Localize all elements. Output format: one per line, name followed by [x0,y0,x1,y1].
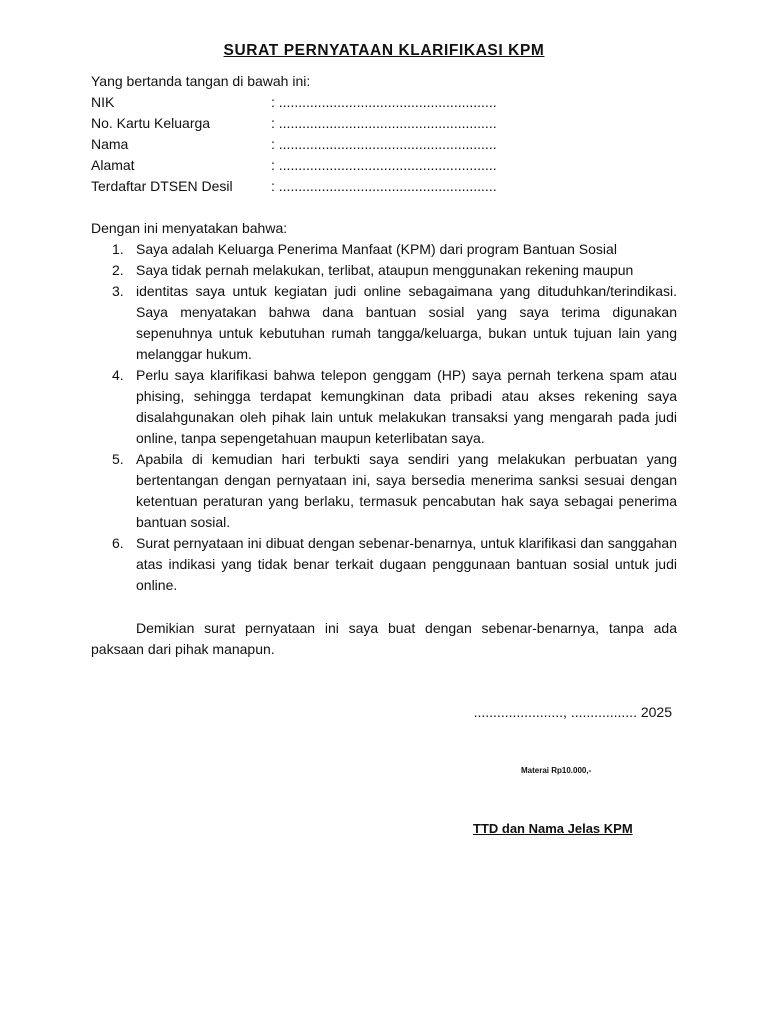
field-label: Nama [91,136,129,152]
item-text: Saya adalah Keluarga Penerima Manfaat (KPM) dari program Bantuan Sosial [136,241,617,257]
item-number: 6. [112,535,124,551]
field-kartu-keluarga [91,113,691,134]
signature-label: TTD dan Nama Jelas KPM [473,821,633,836]
item-number: 2. [112,262,124,278]
intro-text: Yang bertanda tangan di bawah ini: [91,73,311,89]
materai-label: Materai Rp10.000,- [521,766,592,775]
field-dtsen-desil [91,176,691,197]
opening-text: Dengan ini menyatakan bahwa: [91,220,288,236]
list-item [91,449,677,533]
list-item [91,281,677,365]
item-number: 4. [112,367,124,383]
item-text: Surat pernyataan ini dibuat dengan sebenar-benarnya, untuk klarifikasi dan sanggahan atas indikasi yang tidak benar terkait dugaan penggunaan bantuan sosial untuk judi online. [136,535,677,593]
list-item [91,533,677,596]
list-item [91,260,677,281]
field-value: : ........................................................ [271,157,497,173]
closing-paragraph: Demikian surat pernyataan ini saya buat dengan sebenar-benarnya, tanpa ada paksaan dari pihak manapun. [91,620,677,657]
field-value: : ........................................................ [271,94,497,110]
field-value: : ........................................................ [271,178,497,194]
document-title: SURAT PERNYATAAN KLARIFIKASI KPM [223,42,545,59]
item-text: Perlu saya klarifikasi bahwa telepon genggam (HP) saya pernah terkena spam atau phising, sehingga terdapat kemungkinan data pribadi atau akses rekening saya disalahgunakan oleh pihak lain untuk melakukan transaksi yang mengarah pada judi online, tanpa sepengetahuan maupun keterlibatan saya. [136,367,677,446]
field-label: Terdaftar DTSEN Desil [91,178,233,194]
field-label: Alamat [91,157,135,173]
item-number: 1. [112,241,124,257]
date-place-line: ......................., ................. 2025 [473,704,672,720]
field-nik [91,92,691,113]
statement-list [91,239,677,596]
field-nama [91,134,691,155]
list-item [91,239,677,260]
item-number: 5. [112,451,124,467]
list-item [91,365,677,449]
field-label: No. Kartu Keluarga [91,115,211,131]
identity-fields [91,92,691,197]
item-text: Apabila di kemudian hari terbukti saya sendiri yang melakukan perbuatan yang bertentangan dengan pernyataan ini, saya bersedia menerima sanksi sesuai dengan ketentuan peraturan yang berlaku, termasuk pencabutan hak saya sebagai penerima bantuan sosial. [136,451,677,530]
item-text: identitas saya untuk kegiatan judi online sebagaimana yang dituduhkan/terindikasi. Saya menyatakan bahwa dana bantuan sosial yang saya terima digunakan sepenuhnya untuk kebutuhan rumah tangga/keluarga, bukan untuk tujuan lain yang melanggar hukum. [136,283,677,362]
item-text: Saya tidak pernah melakukan, terlibat, ataupun menggunakan rekening maupun [136,262,634,278]
field-value: : ........................................................ [271,115,497,131]
field-alamat [91,155,691,176]
field-value: : ........................................................ [271,136,497,152]
item-number: 3. [112,283,124,299]
field-label: NIK [91,94,115,110]
